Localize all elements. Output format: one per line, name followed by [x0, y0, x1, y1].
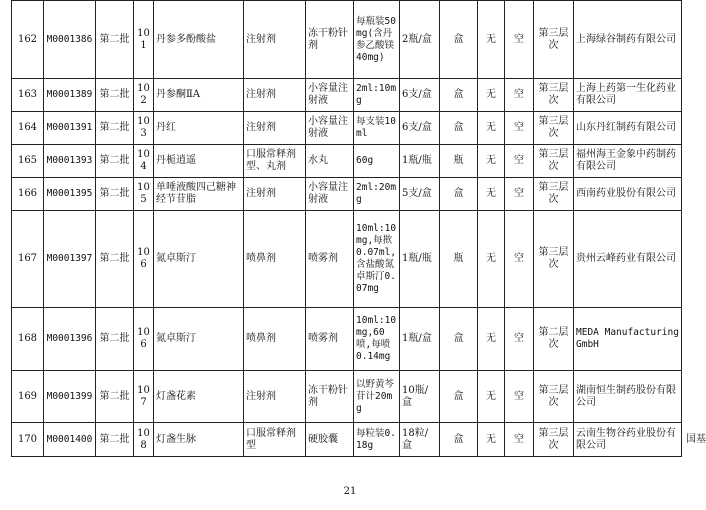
table-row [12, 423, 682, 457]
row-number-cell: 165 [12, 145, 44, 178]
batch-cell: 第二批 [96, 423, 134, 457]
specification-cell: 60g [354, 145, 400, 178]
flag-1-cell: 无 [478, 178, 505, 211]
dosage-route-cell: 注射剂 [244, 371, 306, 423]
batch-cell: 第二批 [96, 145, 134, 178]
flag-2-cell: 空 [505, 79, 534, 112]
quality-level-cell: 第三层次 [534, 211, 574, 308]
row-number-cell: 168 [12, 308, 44, 371]
dosage-route-cell: 注射剂 [244, 1, 306, 79]
flag-1-cell: 无 [478, 211, 505, 308]
category-number-cell: 107 [134, 371, 154, 423]
packaging-cell: 1瓶/瓶 [400, 211, 440, 308]
quality-level-cell: 第三层次 [534, 371, 574, 423]
table-row [12, 371, 682, 423]
unit-cell: 盒 [440, 79, 478, 112]
flag-1-cell: 无 [478, 371, 505, 423]
category-number-cell: 106 [134, 211, 154, 308]
manufacturer-cell: 云南生物谷药业股份有限公司 [574, 423, 682, 457]
packaging-cell: 1瓶/瓶 [400, 145, 440, 178]
flag-2-cell: 空 [505, 178, 534, 211]
quality-level-cell: 第三层次 [534, 423, 574, 457]
packaging-cell: 2瓶/盒 [400, 1, 440, 79]
drug-code-cell: M0001391 [44, 112, 96, 145]
specification-cell: 每粒装0.18g [354, 423, 400, 457]
drug-name-cell: 丹红 [154, 112, 244, 145]
manufacturer-cell: MEDA Manufacturing GmbH [574, 308, 682, 371]
unit-cell: 盒 [440, 1, 478, 79]
dosage-form-cell: 喷雾剂 [306, 308, 354, 371]
quality-level-cell: 第三层次 [534, 79, 574, 112]
category-number-cell: 104 [134, 145, 154, 178]
specification-cell: 每支装10ml [354, 112, 400, 145]
manufacturer-cell: 上海上药第一生化药业有限公司 [574, 79, 682, 112]
specification-cell: 以野黄芩苷计20mg [354, 371, 400, 423]
category-number-cell: 102 [134, 79, 154, 112]
flag-2-cell: 空 [505, 145, 534, 178]
drug-code-cell: M0001386 [44, 1, 96, 79]
quality-level-cell: 第三层次 [534, 145, 574, 178]
unit-cell: 盒 [440, 112, 478, 145]
dosage-form-cell: 小容量注射液 [306, 178, 354, 211]
row-number-cell: 167 [12, 211, 44, 308]
manufacturer-cell: 山东丹红制药有限公司 [574, 112, 682, 145]
flag-1-cell: 无 [478, 308, 505, 371]
drug-name-cell: 氮卓斯汀 [154, 211, 244, 308]
batch-cell: 第二批 [96, 79, 134, 112]
row-number-cell: 164 [12, 112, 44, 145]
manufacturer-cell: 西南药业股份有限公司 [574, 178, 682, 211]
flag-1-cell: 无 [478, 145, 505, 178]
batch-cell: 第二批 [96, 1, 134, 79]
row-number-cell: 169 [12, 371, 44, 423]
drug-name-cell: 丹栀逍遥 [154, 145, 244, 178]
manufacturer-cell: 福州海王金象中药制药有限公司 [574, 145, 682, 178]
packaging-cell: 1瓶/盒 [400, 308, 440, 371]
quality-level-cell: 第二层次 [534, 308, 574, 371]
page-number: 21 [343, 486, 357, 497]
dosage-form-cell: 小容量注射液 [306, 112, 354, 145]
dosage-route-cell: 口服常释剂型、丸剂 [244, 145, 306, 178]
flag-2-cell: 空 [505, 423, 534, 457]
unit-cell: 盒 [440, 308, 478, 371]
unit-cell: 盒 [440, 423, 478, 457]
drug-code-cell: M0001395 [44, 178, 96, 211]
unit-cell: 瓶 [440, 211, 478, 308]
drug-name-cell: 丹参酮ⅡA [154, 79, 244, 112]
dosage-route-cell: 注射剂 [244, 178, 306, 211]
row-number-cell: 162 [12, 1, 44, 79]
flag-2-cell: 空 [505, 371, 534, 423]
extra-note: 国基 [686, 433, 706, 445]
drug-code-cell: M0001397 [44, 211, 96, 308]
flag-2-cell: 空 [505, 211, 534, 308]
drug-code-cell: M0001396 [44, 308, 96, 371]
manufacturer-cell: 湖南恒生制药股份有限公司 [574, 371, 682, 423]
dosage-form-cell: 冻干粉针剂 [306, 1, 354, 79]
drug-code-cell: M0001400 [44, 423, 96, 457]
unit-cell: 瓶 [440, 145, 478, 178]
specification-cell: 2ml:10mg [354, 79, 400, 112]
quality-level-cell: 第三层次 [534, 1, 574, 79]
row-number-cell: 166 [12, 178, 44, 211]
packaging-cell: 6支/盒 [400, 79, 440, 112]
drug-code-cell: M0001399 [44, 371, 96, 423]
packaging-cell: 6支/盒 [400, 112, 440, 145]
batch-cell: 第二批 [96, 308, 134, 371]
flag-2-cell: 空 [505, 1, 534, 79]
quality-level-cell: 第三层次 [534, 112, 574, 145]
table-row [12, 1, 682, 79]
flag-1-cell: 无 [478, 79, 505, 112]
table-row [12, 79, 682, 112]
specification-cell: 每瓶装50mg(含丹参乙酸镁40mg) [354, 1, 400, 79]
flag-1-cell: 无 [478, 1, 505, 79]
dosage-route-cell: 喷鼻剂 [244, 211, 306, 308]
category-number-cell: 105 [134, 178, 154, 211]
flag-1-cell: 无 [478, 112, 505, 145]
category-number-cell: 101 [134, 1, 154, 79]
batch-cell: 第二批 [96, 211, 134, 308]
category-number-cell: 108 [134, 423, 154, 457]
drug-name-cell: 氮卓斯汀 [154, 308, 244, 371]
batch-cell: 第二批 [96, 371, 134, 423]
specification-cell: 10ml:10mg,每揿0.07ml,含盐酸氮卓斯汀0.07mg [354, 211, 400, 308]
drug-code-cell: M0001393 [44, 145, 96, 178]
quality-level-cell: 第三层次 [534, 178, 574, 211]
packaging-cell: 5支/盒 [400, 178, 440, 211]
row-number-cell: 170 [12, 423, 44, 457]
dosage-form-cell: 水丸 [306, 145, 354, 178]
table-row [12, 178, 682, 211]
drug-name-cell: 灯盏花素 [154, 371, 244, 423]
flag-2-cell: 空 [505, 308, 534, 371]
dosage-route-cell: 喷鼻剂 [244, 308, 306, 371]
packaging-cell: 10瓶/盒 [400, 371, 440, 423]
manufacturer-cell: 贵州云峰药业有限公司 [574, 211, 682, 308]
dosage-form-cell: 小容量注射液 [306, 79, 354, 112]
dosage-form-cell: 冻干粉针剂 [306, 371, 354, 423]
row-number-cell: 163 [12, 79, 44, 112]
dosage-form-cell: 喷雾剂 [306, 211, 354, 308]
drug-catalog-table [11, 0, 706, 457]
drug-code-cell: M0001389 [44, 79, 96, 112]
table-row [12, 112, 682, 145]
drug-name-cell: 单唾液酸四己糖神经节苷脂 [154, 178, 244, 211]
unit-cell: 盒 [440, 178, 478, 211]
flag-1-cell: 无 [478, 423, 505, 457]
table-row [12, 145, 682, 178]
specification-cell: 10ml:10mg,60喷,每喷0.14mg [354, 308, 400, 371]
specification-cell: 2ml:20mg [354, 178, 400, 211]
packaging-cell: 18粒/盒 [400, 423, 440, 457]
drug-name-cell: 丹参多酚酸盐 [154, 1, 244, 79]
table-row [12, 308, 682, 371]
batch-cell: 第二批 [96, 178, 134, 211]
dosage-route-cell: 注射剂 [244, 112, 306, 145]
category-number-cell: 103 [134, 112, 154, 145]
batch-cell: 第二批 [96, 112, 134, 145]
table-row [12, 211, 682, 308]
drug-name-cell: 灯盏生脉 [154, 423, 244, 457]
manufacturer-cell: 上海绿谷制药有限公司 [574, 1, 682, 79]
dosage-route-cell: 口服常释剂型 [244, 423, 306, 457]
dosage-route-cell: 注射剂 [244, 79, 306, 112]
dosage-form-cell: 硬胶囊 [306, 423, 354, 457]
unit-cell: 盒 [440, 371, 478, 423]
category-number-cell: 106 [134, 308, 154, 371]
flag-2-cell: 空 [505, 112, 534, 145]
